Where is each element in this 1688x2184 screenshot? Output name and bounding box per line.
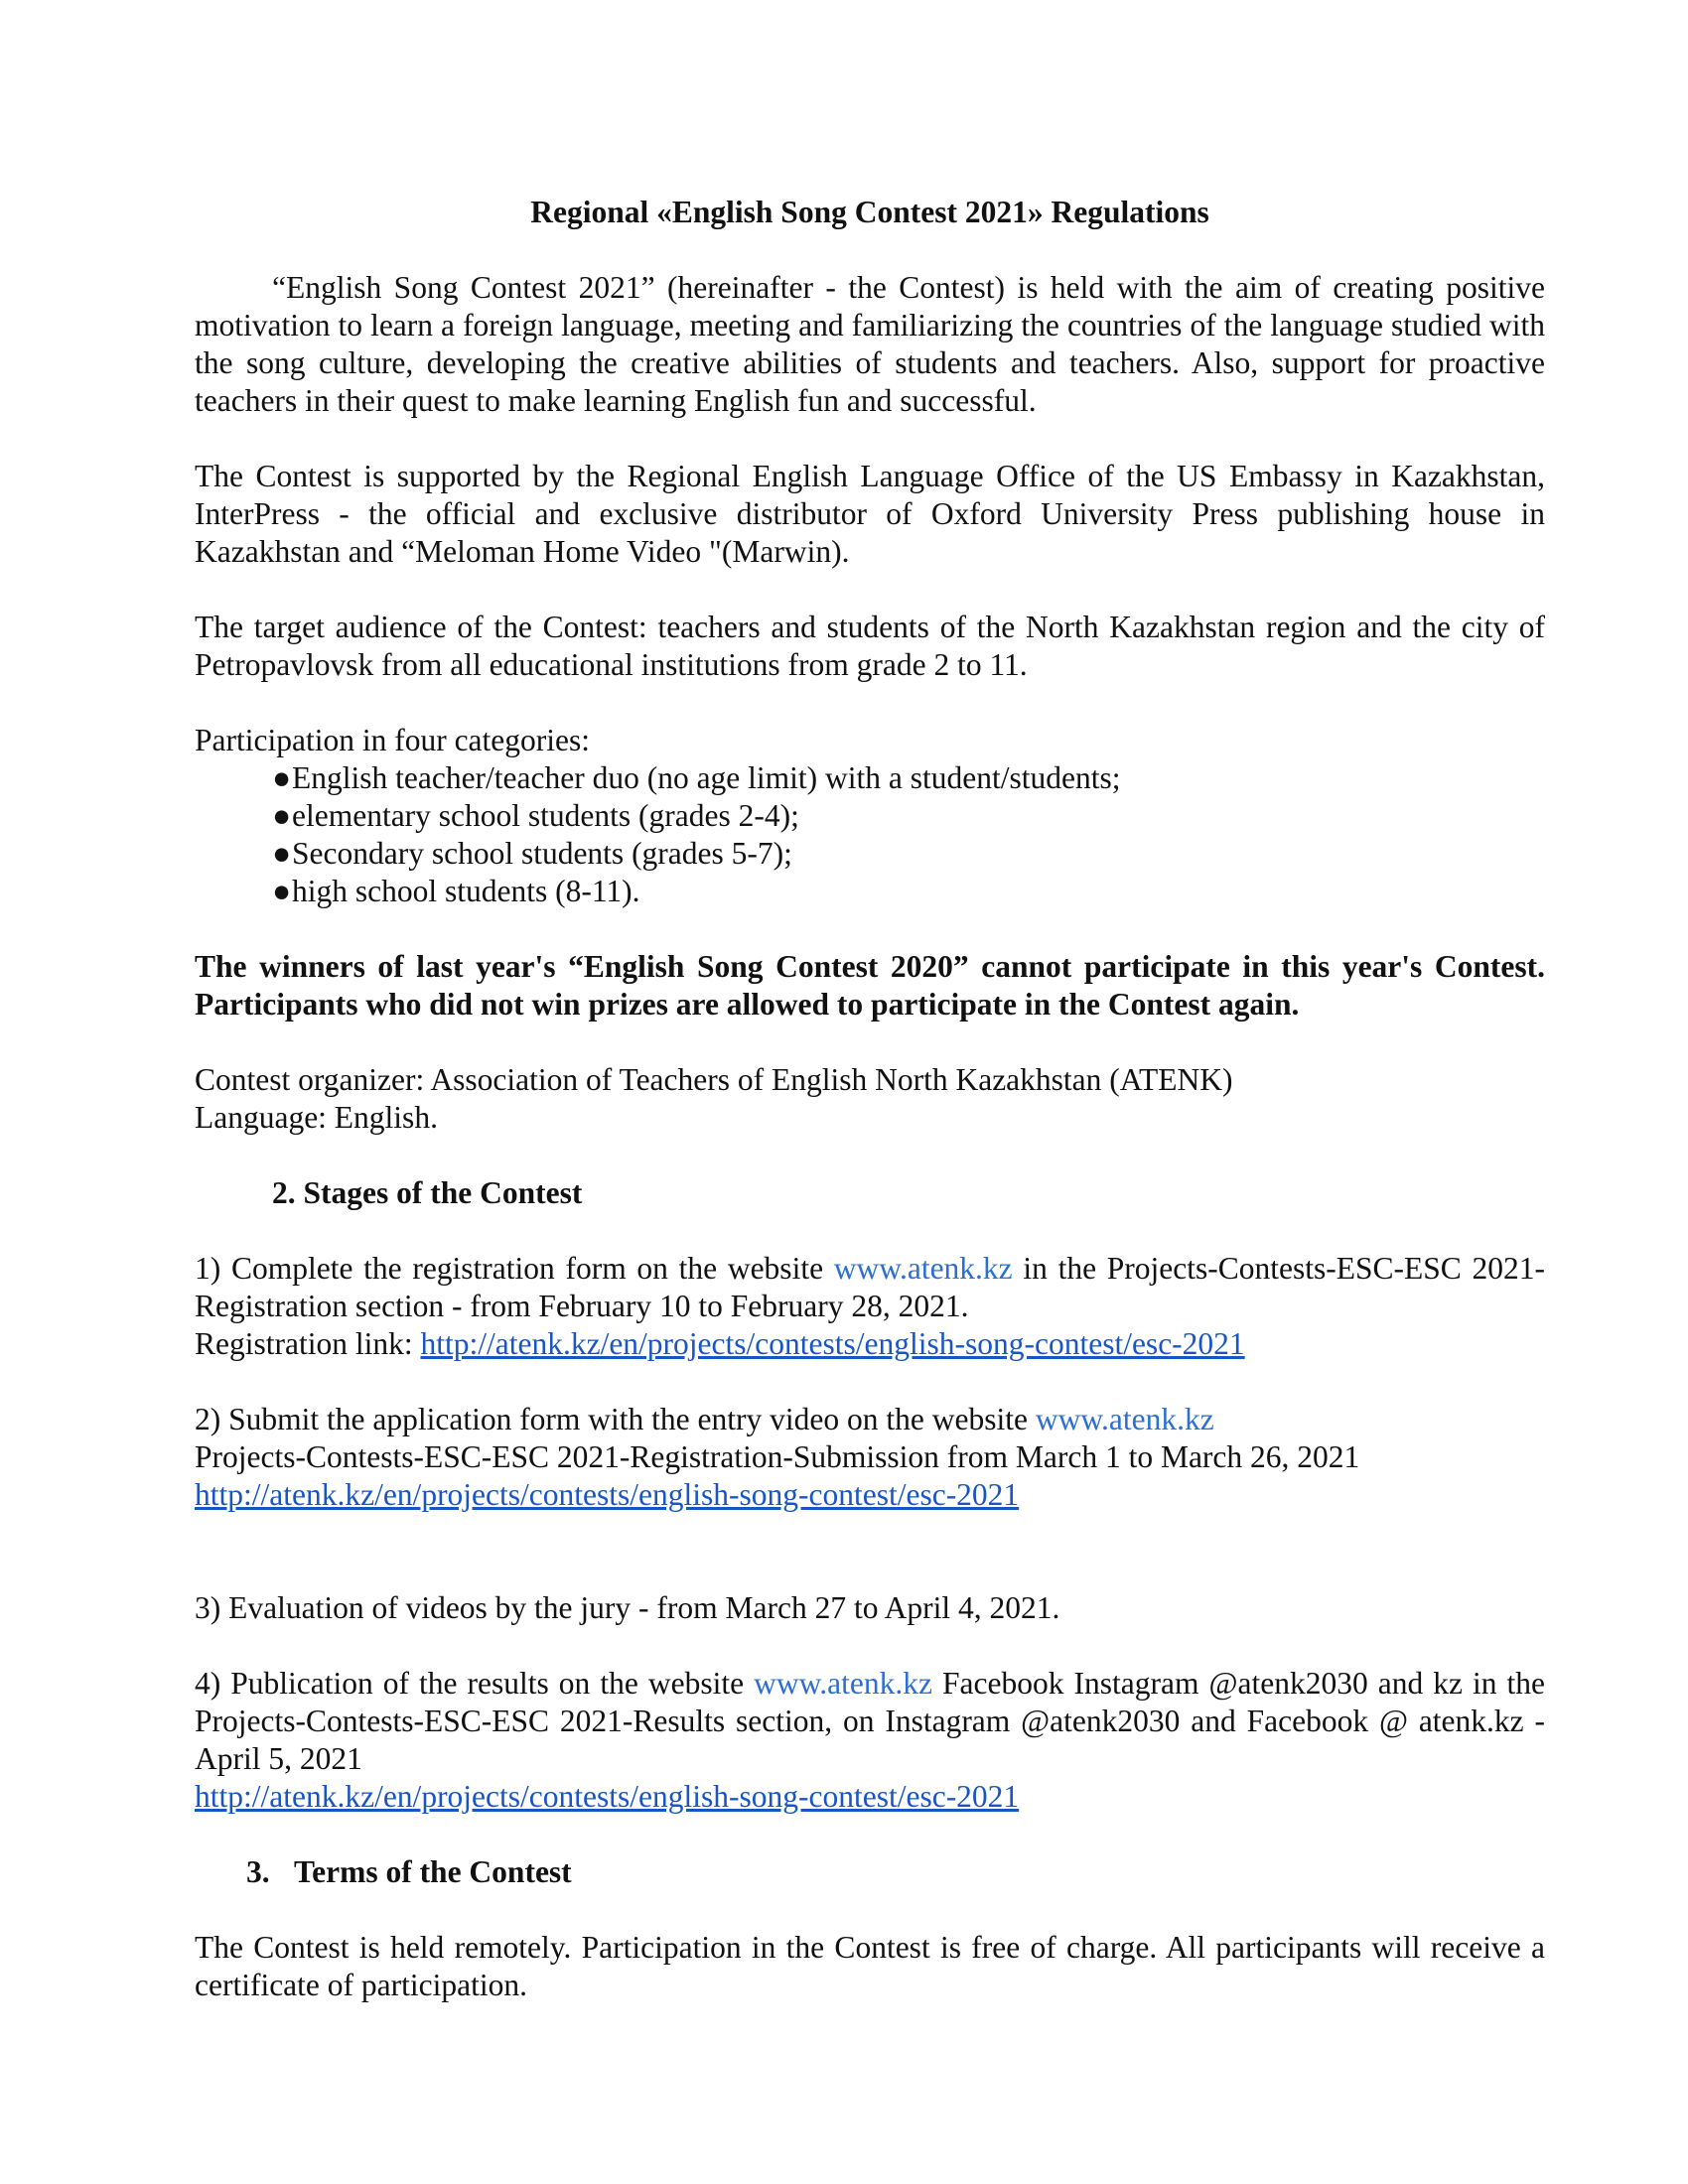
section-stages-heading: 2. Stages of the Contest — [272, 1175, 583, 1210]
winners-note: The winners of last year's “English Song Contest 2020” cannot participate in this year's Contest. Participants who did not win prizes are allowed to participate in the Contest again. — [195, 949, 1545, 1022]
intro-paragraph: “English Song Contest 2021” (hereinafter - the Contest) is held with the aim of creating positive motivation to learn a foreign language, meeting and familiarizing the countries of the language studied with the song culture, developing the creative abilities of students and teachers. Also, support for proactive teachers in their quest to make learning English fun and successful. — [195, 270, 1545, 418]
stage-1-text: 1) Complete the registration form on the website www.atenk.kz in the Projects-Contests-ESC-ESC 2021-Registration section - from February 10 to February 28, 2021. — [195, 1251, 1545, 1323]
stage-3-text: 3) Evaluation of videos by the jury - from March 27 to April 4, 2021. — [195, 1590, 1060, 1625]
categories-intro: Participation in four categories: — [195, 723, 590, 757]
submission-link-line — [195, 1476, 1545, 1514]
registration-link-line: Registration link: http://atenk.kz/en/projects/contests/english-song-contest/esc-2021 — [195, 1326, 1245, 1361]
list-item: ● English teacher/teacher duo (no age limit) with a student/students; — [272, 760, 1121, 795]
section-terms-heading: 3. Terms of the Contest — [246, 1854, 572, 1889]
list-item: ● Secondary school students (grades 5-7); — [272, 836, 792, 871]
list-item: ● high school students (8-11). — [272, 874, 640, 908]
audience-paragraph: The target audience of the Contest: teachers and students of the North Kazakhstan region and the city of Petropavlovsk from all educational institutions from grade 2 to 11. — [195, 610, 1545, 682]
support-paragraph: The Contest is supported by the Regional English Language Office of the US Embassy in Kazakhstan, InterPress - the official and exclusive distributor of Oxford University Press publishing house in Kazakhstan and “Meloman Home Video "(Marwin). — [195, 459, 1545, 569]
registration-link[interactable]: http://atenk.kz/en/projects/contests/english-song-contest/esc-2021 — [420, 1326, 1245, 1361]
document-title: Regional «English Song Contest 2021» Regulations — [530, 195, 1209, 229]
website-link[interactable]: www.atenk.kz — [833, 1251, 1013, 1286]
bullet-icon: ● — [272, 760, 292, 795]
website-link[interactable]: www.atenk.kz — [1035, 1402, 1214, 1436]
website-link[interactable]: www.atenk.kz — [754, 1666, 932, 1701]
bullet-icon: ● — [272, 874, 292, 908]
stage-2-text: 2) Submit the application form with the entry video on the website www.atenk.kz — [195, 1402, 1214, 1436]
bullet-icon: ● — [272, 836, 292, 871]
stage-4-text: 4) Publication of the results on the website www.atenk.kz Facebook Instagram @atenk2030 and kz in the Projects-Contests-ESC-ESC 2021-Results section, on Instagram @atenk2030 and Facebook @ atenk.kz - April 5, 2021 — [195, 1666, 1545, 1776]
organizer-line: Contest organizer: Association of Teachers of English North Kazakhstan (ATENK) — [195, 1062, 1233, 1097]
results-link-line — [195, 1778, 1545, 1816]
document-page — [195, 194, 1545, 2004]
language-line: Language: English. — [195, 1100, 438, 1135]
terms-paragraph: The Contest is held remotely. Participation in the Contest is free of charge. All participants will receive a certificate of participation. — [195, 1930, 1545, 2002]
list-item: ● elementary school students (grades 2-4); — [272, 798, 799, 833]
submission-link[interactable]: http://atenk.kz/en/projects/contests/english-song-contest/esc-2021 — [195, 1477, 1020, 1512]
categories-list — [195, 759, 1545, 910]
stage-2-path: Projects-Contests-ESC-ESC 2021-Registration-Submission from March 1 to March 26, 2021 — [195, 1439, 1360, 1474]
results-link[interactable]: http://atenk.kz/en/projects/contests/english-song-contest/esc-2021 — [195, 1779, 1020, 1814]
bullet-icon: ● — [272, 798, 292, 833]
